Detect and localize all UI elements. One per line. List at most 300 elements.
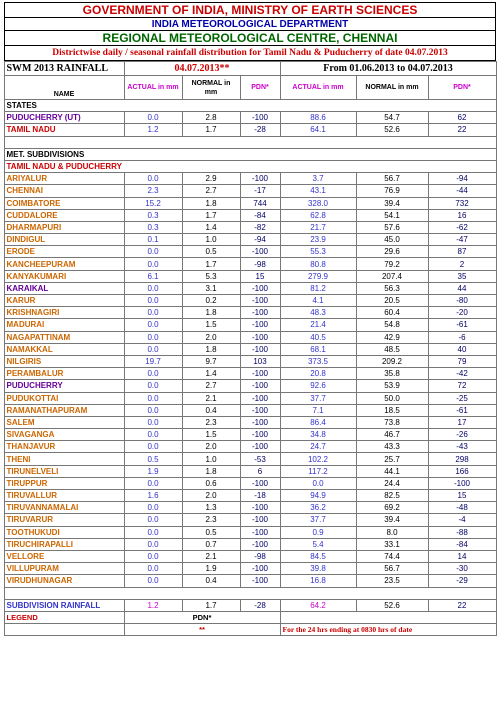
pdn-daily-value: -98 — [240, 258, 280, 270]
section-row-tn-label: TAMIL NADU & PUDUCHERRY — [4, 160, 496, 172]
pdn-season-value: -29 — [428, 575, 496, 587]
normal-season-value: 73.8 — [356, 416, 428, 428]
normal-season-value: 54.8 — [356, 319, 428, 331]
row-name: SALEM — [4, 416, 124, 428]
district-row — [4, 258, 496, 270]
pdn-daily-value: -100 — [240, 429, 280, 441]
district-row — [4, 319, 496, 331]
actual-daily-value: 0.0 — [124, 538, 182, 550]
pdn-season-value: -84 — [428, 538, 496, 550]
actual-season-value: 84.5 — [280, 550, 356, 562]
actual-season-value: 16.8 — [280, 575, 356, 587]
actual-season-value: 117.2 — [280, 465, 356, 477]
actual-daily-value: 1.9 — [124, 465, 182, 477]
district-row — [4, 429, 496, 441]
district-row — [4, 538, 496, 550]
actual-daily-value: 0.0 — [124, 502, 182, 514]
actual-daily-value: 0.0 — [124, 380, 182, 392]
col-normal-season: NORMAL in mm — [356, 76, 428, 100]
normal-daily-value: 0.2 — [182, 295, 240, 307]
actual-daily-value: 0.0 — [124, 416, 182, 428]
district-row — [4, 185, 496, 197]
pdn-daily-value: -100 — [240, 404, 280, 416]
normal-season-value: 48.5 — [356, 343, 428, 355]
actual-daily-value: 0.3 — [124, 209, 182, 221]
normal-season-value: 56.7 — [356, 173, 428, 185]
actual-season-value: 88.6 — [280, 112, 356, 124]
row-name: KANCHEEPURAM — [4, 258, 124, 270]
actual-daily-value: 19.7 — [124, 355, 182, 367]
normal-season-value: 45.0 — [356, 234, 428, 246]
pdn-daily-value: -98 — [240, 550, 280, 562]
pdn-daily-value: -100 — [240, 307, 280, 319]
pdn-daily-value: -82 — [240, 221, 280, 233]
subdivision-total-row — [4, 599, 496, 611]
normal-season-value: 79.2 — [356, 258, 428, 270]
pdn-season-value: -44 — [428, 185, 496, 197]
pdn-daily-value: -100 — [240, 502, 280, 514]
row-name: TIRUPPUR — [4, 477, 124, 489]
report-header — [4, 2, 496, 61]
pdn-season-value: -43 — [428, 441, 496, 453]
row-name: DINDIGUL — [4, 234, 124, 246]
normal-daily-value: 9.7 — [182, 355, 240, 367]
pdn-season-value: -42 — [428, 368, 496, 380]
normal-daily-value: 2.0 — [182, 441, 240, 453]
actual-daily-value: 0.0 — [124, 429, 182, 441]
normal-daily-value: 0.5 — [182, 246, 240, 258]
row-name: KANYAKUMARI — [4, 270, 124, 282]
normal-season-value: 46.7 — [356, 429, 428, 441]
legend-label: LEGEND — [4, 611, 124, 623]
actual-season-value: 3.7 — [280, 173, 356, 185]
normal-daily-value: 0.7 — [182, 538, 240, 550]
col-actual-season: ACTUAL in mm — [280, 76, 356, 100]
actual-season-value: 21.4 — [280, 319, 356, 331]
normal-daily-value: 1.8 — [182, 465, 240, 477]
row-name: PUDUCHERRY (UT) — [4, 112, 124, 124]
actual-daily-value: 0.1 — [124, 234, 182, 246]
col-actual-daily: ACTUAL in mm — [124, 76, 182, 100]
row-name: TIRUVANNAMALAI — [4, 502, 124, 514]
normal-daily-value: 2.7 — [182, 380, 240, 392]
section-row-states — [4, 100, 496, 112]
actual-daily-value: 1.2 — [124, 124, 182, 136]
normal-daily-value: 1.7 — [182, 599, 240, 611]
row-name: TIRUCHIRAPALLI — [4, 538, 124, 550]
normal-season-value: 33.1 — [356, 538, 428, 550]
actual-daily-value: 0.5 — [124, 453, 182, 465]
actual-daily-value: 0.0 — [124, 404, 182, 416]
row-name: ARIYALUR — [4, 173, 124, 185]
pdn-daily-value: -100 — [240, 392, 280, 404]
pdn-season-value: -47 — [428, 234, 496, 246]
pdn-season-value: 79 — [428, 355, 496, 367]
actual-season-value: 81.2 — [280, 282, 356, 294]
ministry-title: GOVERNMENT OF INDIA, MINISTRY OF EARTH SCIENCES — [5, 3, 495, 18]
pdn-season-value: 44 — [428, 282, 496, 294]
pdn-season-value: -80 — [428, 295, 496, 307]
section-row-subdivisions-label: MET. SUBDIVISIONS — [4, 148, 496, 160]
row-name: COIMBATORE — [4, 197, 124, 209]
period-row — [4, 62, 496, 76]
pdn-daily-value: -100 — [240, 563, 280, 575]
section-label-states: STATES — [4, 100, 496, 112]
row-name: PUDUKOTTAI — [4, 392, 124, 404]
pdn-season-value: 16 — [428, 209, 496, 221]
pdn-daily-value: -53 — [240, 453, 280, 465]
normal-season-value: 53.9 — [356, 380, 428, 392]
actual-daily-value: 0.0 — [124, 575, 182, 587]
legend-pdn-desc — [280, 611, 496, 623]
district-row — [4, 550, 496, 562]
normal-daily-value: 2.8 — [182, 112, 240, 124]
row-name: TIRUNELVELI — [4, 465, 124, 477]
normal-daily-value: 1.8 — [182, 197, 240, 209]
district-row — [4, 490, 496, 502]
pdn-season-value: -30 — [428, 563, 496, 575]
actual-daily-value: 0.0 — [124, 563, 182, 575]
normal-daily-value: 1.9 — [182, 563, 240, 575]
pdn-daily-value: 6 — [240, 465, 280, 477]
normal-season-value: 74.4 — [356, 550, 428, 562]
pdn-season-value: -20 — [428, 307, 496, 319]
actual-season-value: 43.1 — [280, 185, 356, 197]
actual-season-value: 37.7 — [280, 514, 356, 526]
legend-row-star — [4, 623, 496, 635]
actual-season-value: 64.2 — [280, 599, 356, 611]
pdn-season-value: 14 — [428, 550, 496, 562]
report-subtitle: Districtwise daily / seasonal rainfall distribution for Tamil Nadu & Puducherry of date 04.07.2013 — [5, 46, 495, 61]
actual-season-value: 55.3 — [280, 246, 356, 258]
district-row — [4, 477, 496, 489]
district-row — [4, 392, 496, 404]
actual-season-value: 37.7 — [280, 392, 356, 404]
normal-season-value: 54.7 — [356, 112, 428, 124]
actual-season-value: 23.9 — [280, 234, 356, 246]
actual-season-value: 373.5 — [280, 355, 356, 367]
row-name: VELLORE — [4, 550, 124, 562]
row-name: NAGAPATTINAM — [4, 331, 124, 343]
pdn-daily-value: -94 — [240, 234, 280, 246]
district-row — [4, 404, 496, 416]
pdn-season-value: -94 — [428, 173, 496, 185]
normal-season-value: 29.6 — [356, 246, 428, 258]
normal-daily-value: 1.0 — [182, 453, 240, 465]
pdn-daily-value: -100 — [240, 343, 280, 355]
state-row — [4, 124, 496, 136]
district-row — [4, 502, 496, 514]
pdn-daily-value: -84 — [240, 209, 280, 221]
normal-season-value: 42.9 — [356, 331, 428, 343]
actual-season-value: 48.3 — [280, 307, 356, 319]
normal-season-value: 23.5 — [356, 575, 428, 587]
district-row — [4, 209, 496, 221]
legend-star: ** — [124, 623, 280, 635]
row-name: DHARMAPURI — [4, 221, 124, 233]
blank-row-label — [4, 136, 496, 148]
pdn-season-value: 87 — [428, 246, 496, 258]
actual-season-value: 68.1 — [280, 343, 356, 355]
actual-daily-value: 0.0 — [124, 307, 182, 319]
actual-season-value: 0.0 — [280, 477, 356, 489]
normal-season-value: 76.9 — [356, 185, 428, 197]
pdn-season-value: -4 — [428, 514, 496, 526]
pdn-season-value: 166 — [428, 465, 496, 477]
row-name: KRISHNAGIRI — [4, 307, 124, 319]
pdn-season-value: -88 — [428, 526, 496, 538]
row-name: NAMAKKAL — [4, 343, 124, 355]
district-row — [4, 295, 496, 307]
actual-season-value: 39.8 — [280, 563, 356, 575]
state-row — [4, 112, 496, 124]
pdn-daily-value: 744 — [240, 197, 280, 209]
pdn-daily-value: 15 — [240, 270, 280, 282]
pdn-daily-value: -100 — [240, 575, 280, 587]
row-name: SIVAGANGA — [4, 429, 124, 441]
actual-season-value: 86.4 — [280, 416, 356, 428]
blank-row-2-label — [4, 587, 496, 599]
pdn-daily-value: -100 — [240, 368, 280, 380]
actual-season-value: 92.6 — [280, 380, 356, 392]
pdn-daily-value: -100 — [240, 246, 280, 258]
actual-daily-value: 1.2 — [124, 599, 182, 611]
actual-season-value: 20.8 — [280, 368, 356, 380]
actual-season-value: 279.9 — [280, 270, 356, 282]
district-row — [4, 368, 496, 380]
normal-daily-value: 1.8 — [182, 307, 240, 319]
district-row — [4, 343, 496, 355]
row-name: VILLUPURAM — [4, 563, 124, 575]
actual-daily-value: 0.0 — [124, 392, 182, 404]
district-row — [4, 563, 496, 575]
actual-daily-value: 0.0 — [124, 477, 182, 489]
pdn-season-value: -100 — [428, 477, 496, 489]
normal-daily-value: 0.4 — [182, 404, 240, 416]
row-name: CHENNAI — [4, 185, 124, 197]
normal-daily-value: 2.3 — [182, 514, 240, 526]
actual-daily-value: 0.0 — [124, 441, 182, 453]
district-row — [4, 331, 496, 343]
col-normal-daily: NORMAL in mm — [182, 76, 240, 100]
pdn-season-value: 72 — [428, 380, 496, 392]
row-name: THENI — [4, 453, 124, 465]
pdn-season-value: 22 — [428, 124, 496, 136]
legend-note: For the 24 hrs ending at 0830 hrs of date — [280, 623, 496, 635]
row-name: TIRUVALLUR — [4, 490, 124, 502]
actual-daily-value: 0.3 — [124, 221, 182, 233]
row-name: PUDUCHERRY — [4, 380, 124, 392]
district-row — [4, 380, 496, 392]
pdn-daily-value: -100 — [240, 380, 280, 392]
pdn-season-value: 298 — [428, 453, 496, 465]
row-name: KARUR — [4, 295, 124, 307]
pdn-season-value: -6 — [428, 331, 496, 343]
pdn-daily-value: 103 — [240, 355, 280, 367]
normal-season-value: 39.4 — [356, 514, 428, 526]
normal-season-value: 54.1 — [356, 209, 428, 221]
season-title: SWM 2013 RAINFALL — [4, 62, 124, 76]
pdn-season-value: 40 — [428, 343, 496, 355]
actual-daily-value: 0.0 — [124, 526, 182, 538]
district-row — [4, 514, 496, 526]
row-name: THANJAVUR — [4, 441, 124, 453]
pdn-daily-value: -17 — [240, 185, 280, 197]
pdn-daily-value: -100 — [240, 526, 280, 538]
normal-daily-value: 1.5 — [182, 429, 240, 441]
pdn-season-value: 15 — [428, 490, 496, 502]
district-row — [4, 282, 496, 294]
pdn-daily-value: -28 — [240, 599, 280, 611]
pdn-daily-value: -28 — [240, 124, 280, 136]
normal-season-value: 60.4 — [356, 307, 428, 319]
actual-daily-value: 0.0 — [124, 331, 182, 343]
col-pdn-season: PDN* — [428, 76, 496, 100]
pdn-daily-value: -100 — [240, 173, 280, 185]
row-name: PERAMBALUR — [4, 368, 124, 380]
normal-season-value: 209.2 — [356, 355, 428, 367]
normal-daily-value: 2.0 — [182, 490, 240, 502]
actual-daily-value: 0.0 — [124, 295, 182, 307]
actual-daily-value: 0.0 — [124, 368, 182, 380]
subdivision-name: SUBDIVISION RAINFALL — [4, 599, 124, 611]
rainfall-table — [4, 61, 497, 636]
actual-season-value: 80.8 — [280, 258, 356, 270]
actual-daily-value: 0.0 — [124, 514, 182, 526]
actual-daily-value: 0.0 — [124, 173, 182, 185]
normal-season-value: 56.7 — [356, 563, 428, 575]
pdn-season-value: 62 — [428, 112, 496, 124]
normal-season-value: 50.0 — [356, 392, 428, 404]
pdn-daily-value: -100 — [240, 112, 280, 124]
normal-season-value: 24.4 — [356, 477, 428, 489]
normal-season-value: 18.5 — [356, 404, 428, 416]
actual-daily-value: 6.1 — [124, 270, 182, 282]
actual-season-value: 62.8 — [280, 209, 356, 221]
normal-season-value: 43.3 — [356, 441, 428, 453]
actual-daily-value: 0.0 — [124, 282, 182, 294]
actual-season-value: 5.4 — [280, 538, 356, 550]
district-row — [4, 307, 496, 319]
normal-daily-value: 2.1 — [182, 392, 240, 404]
column-header-row — [4, 76, 496, 100]
row-name: CUDDALORE — [4, 209, 124, 221]
actual-season-value: 4.1 — [280, 295, 356, 307]
row-name: TIRUVARUR — [4, 514, 124, 526]
pdn-season-value: -48 — [428, 502, 496, 514]
normal-season-value: 20.5 — [356, 295, 428, 307]
legend-row-pdn — [4, 611, 496, 623]
pdn-daily-value: -100 — [240, 514, 280, 526]
actual-season-value: 40.5 — [280, 331, 356, 343]
actual-daily-value: 0.0 — [124, 258, 182, 270]
normal-season-value: 35.8 — [356, 368, 428, 380]
actual-season-value: 21.7 — [280, 221, 356, 233]
pdn-season-value: 22 — [428, 599, 496, 611]
normal-daily-value: 1.0 — [182, 234, 240, 246]
district-row — [4, 355, 496, 367]
department-title: INDIA METEOROLOGICAL DEPARTMENT — [5, 18, 495, 31]
row-name: MADURAI — [4, 319, 124, 331]
actual-season-value: 24.7 — [280, 441, 356, 453]
district-row — [4, 441, 496, 453]
district-row — [4, 234, 496, 246]
actual-season-value: 64.1 — [280, 124, 356, 136]
pdn-daily-value: -100 — [240, 441, 280, 453]
actual-daily-value: 2.3 — [124, 185, 182, 197]
pdn-daily-value: -100 — [240, 416, 280, 428]
centre-title: REGIONAL METEOROLOGICAL CENTRE, CHENNAI — [5, 31, 495, 46]
actual-season-value: 34.8 — [280, 429, 356, 441]
normal-daily-value: 1.7 — [182, 124, 240, 136]
pdn-season-value: -61 — [428, 319, 496, 331]
actual-daily-value: 0.0 — [124, 112, 182, 124]
normal-daily-value: 1.7 — [182, 209, 240, 221]
normal-daily-value: 0.5 — [182, 526, 240, 538]
normal-season-value: 57.6 — [356, 221, 428, 233]
pdn-season-value: 732 — [428, 197, 496, 209]
normal-daily-value: 1.4 — [182, 368, 240, 380]
normal-season-value: 207.4 — [356, 270, 428, 282]
actual-daily-value: 0.0 — [124, 319, 182, 331]
pdn-daily-value: -100 — [240, 319, 280, 331]
pdn-daily-value: -18 — [240, 490, 280, 502]
district-row — [4, 526, 496, 538]
section-row-tn — [4, 160, 496, 172]
actual-season-value: 0.9 — [280, 526, 356, 538]
normal-daily-value: 2.9 — [182, 173, 240, 185]
actual-season-value: 36.2 — [280, 502, 356, 514]
actual-season-value: 7.1 — [280, 404, 356, 416]
normal-daily-value: 2.7 — [182, 185, 240, 197]
actual-daily-value: 0.0 — [124, 550, 182, 562]
normal-daily-value: 1.4 — [182, 221, 240, 233]
pdn-season-value: -62 — [428, 221, 496, 233]
actual-daily-value: 1.6 — [124, 490, 182, 502]
actual-season-value: 102.2 — [280, 453, 356, 465]
pdn-season-value: 17 — [428, 416, 496, 428]
normal-daily-value: 2.1 — [182, 550, 240, 562]
pdn-daily-value: -100 — [240, 295, 280, 307]
normal-season-value: 25.7 — [356, 453, 428, 465]
normal-daily-value: 1.7 — [182, 258, 240, 270]
normal-season-value: 52.6 — [356, 599, 428, 611]
pdn-season-value: -26 — [428, 429, 496, 441]
actual-season-value: 94.9 — [280, 490, 356, 502]
pdn-daily-value: -100 — [240, 282, 280, 294]
normal-daily-value: 2.3 — [182, 416, 240, 428]
normal-season-value: 52.6 — [356, 124, 428, 136]
row-name: RAMANATHAPURAM — [4, 404, 124, 416]
normal-season-value: 82.5 — [356, 490, 428, 502]
legend-pdn: PDN* — [124, 611, 280, 623]
district-row — [4, 416, 496, 428]
row-name: VIRUDHUNAGAR — [4, 575, 124, 587]
daily-period: 04.07.2013** — [124, 62, 280, 76]
blank-row — [4, 136, 496, 148]
normal-daily-value: 1.8 — [182, 343, 240, 355]
actual-daily-value: 0.0 — [124, 246, 182, 258]
section-row-subdivisions — [4, 148, 496, 160]
pdn-daily-value: -100 — [240, 331, 280, 343]
district-row — [4, 465, 496, 477]
district-row — [4, 246, 496, 258]
col-name: NAME — [4, 76, 124, 100]
row-name: TAMIL NADU — [4, 124, 124, 136]
normal-season-value: 69.2 — [356, 502, 428, 514]
actual-daily-value: 0.0 — [124, 343, 182, 355]
district-row — [4, 575, 496, 587]
